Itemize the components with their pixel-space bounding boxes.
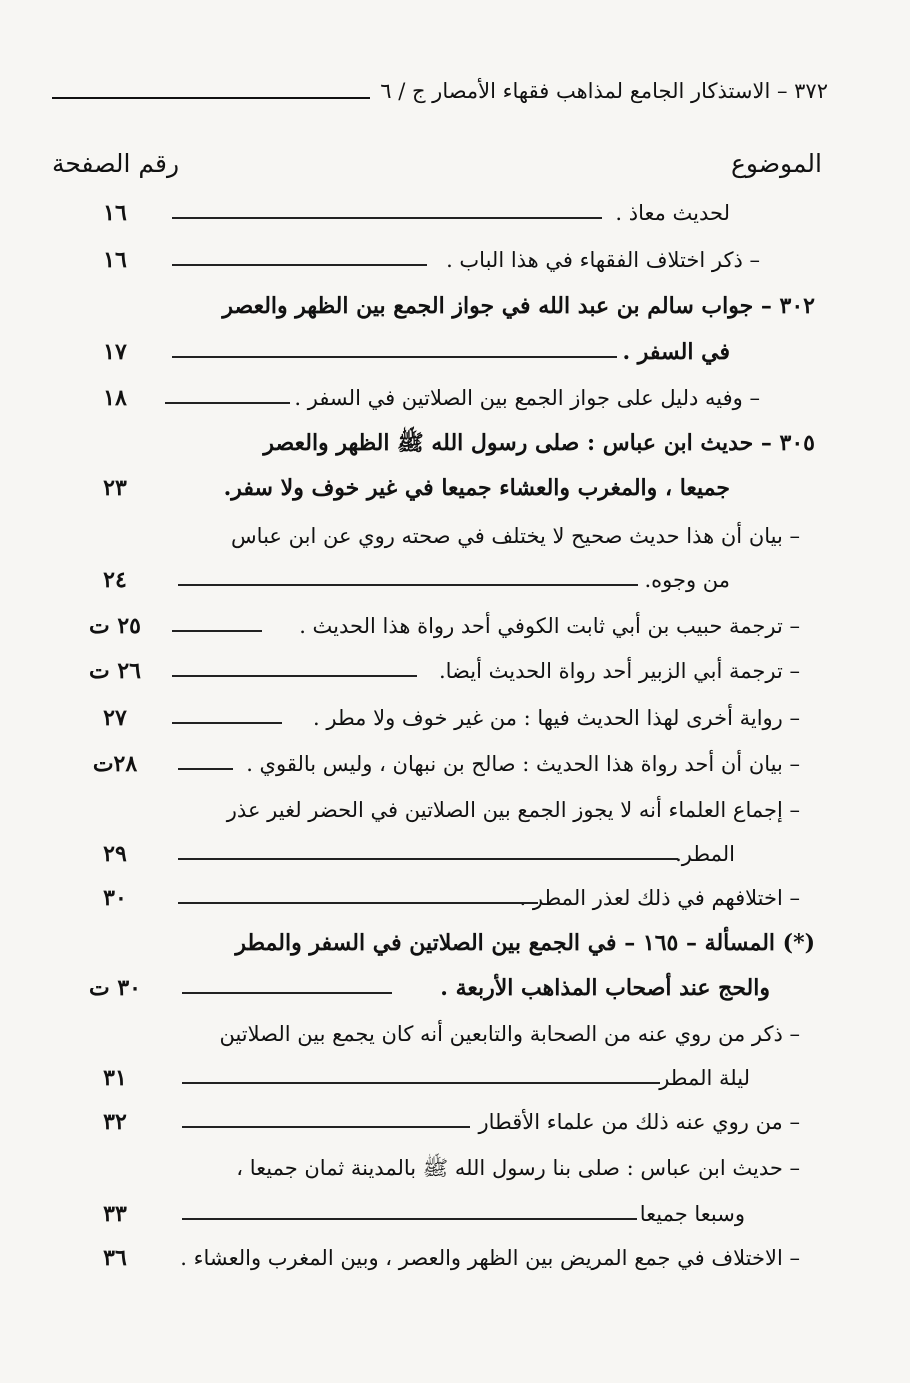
- page-number-heading: رقم الصفحة: [52, 148, 180, 178]
- leader-dots: [165, 402, 290, 404]
- toc-entry-text: ٣٠٥ – حديث ابن عباس : صلى رسول الله ﷺ الظهر والعصر: [263, 430, 815, 456]
- toc-entry: [0, 334, 910, 370]
- toc-entry-text: – حديث ابن عباس : صلى بنا رسول الله ﷺ بالمدينة ثمان جميعا ،: [236, 1156, 800, 1180]
- toc-entry: [0, 380, 910, 416]
- toc-page-number: ٢٥ ت: [88, 613, 141, 639]
- toc-entry: [0, 1196, 910, 1232]
- toc-entry: [0, 562, 910, 598]
- toc-entry-text: – ذكر من روي عنه من الصحابة والتابعين أنه كان يجمع بين الصلاتين: [219, 1022, 800, 1046]
- leader-dots: [178, 902, 538, 904]
- toc-entry: [0, 518, 910, 554]
- toc-entry-text: وسبعا جميعا: [639, 1202, 745, 1226]
- toc-entry-text: والحج عند أصحاب المذاهب الأربعة .: [440, 975, 770, 1001]
- toc-entry: [0, 242, 910, 278]
- column-headings: [52, 143, 822, 183]
- leader-dots: [172, 630, 262, 632]
- toc-page-number: ٣٢: [103, 1109, 127, 1135]
- toc-entry: [0, 700, 910, 736]
- leader-dots: [178, 768, 233, 770]
- header-rule: [52, 97, 370, 99]
- toc-entry-text: – ترجمة أبي الزبير أحد رواة الحديث أيضا.: [438, 659, 800, 683]
- toc-entry-text: في السفر .: [622, 339, 730, 365]
- toc-entry: [0, 970, 910, 1006]
- toc-entry-text: ٣٠٢ – جواب سالم بن عبد الله في جواز الجمع بين الظهر والعصر: [222, 293, 815, 319]
- leader-dots: [172, 217, 602, 219]
- toc-entry: [0, 880, 910, 916]
- leader-dots: [178, 584, 638, 586]
- toc-entry: [0, 1060, 910, 1096]
- toc-entry-text: – ترجمة حبيب بن أبي ثابت الكوفي أحد رواة هذا الحديث .: [299, 614, 800, 638]
- toc-page-number: ١٦: [103, 247, 127, 273]
- leader-dots: [172, 356, 617, 358]
- toc-entry: [0, 1150, 910, 1186]
- running-header: [52, 74, 828, 108]
- toc-entry-text: لحديث معاذ .: [615, 201, 730, 225]
- toc-page-number: ٢٩: [103, 841, 127, 867]
- toc-entry: [0, 288, 910, 324]
- toc-entry: [0, 608, 910, 644]
- toc-entry: [0, 1104, 910, 1140]
- toc-entry-text: – ذكر اختلاف الفقهاء في هذا الباب .: [446, 248, 760, 272]
- toc-page-number: ٢٣: [103, 475, 127, 501]
- toc-entry-text: – رواية أخرى لهذا الحديث فيها : من غير خوف ولا مطر .: [313, 706, 800, 730]
- toc-page-number: ٣٠: [103, 885, 127, 911]
- toc-entry: [0, 925, 910, 961]
- toc-entry: [0, 653, 910, 689]
- leader-dots: [182, 1218, 637, 1220]
- toc-page-number: ١٦: [103, 200, 127, 226]
- topic-heading: الموضوع: [731, 148, 822, 178]
- toc-page-number: ١٧: [103, 339, 127, 365]
- running-title: ٣٧٢ – الاستذكار الجامع لمذاهب فقهاء الأمصار ج / ٦: [380, 79, 828, 103]
- toc-entry: [0, 470, 910, 506]
- toc-page-number: ١٨: [103, 385, 127, 411]
- toc-page-number: ٣٦: [103, 1245, 127, 1271]
- toc-entry-text: – إجماع العلماء أنه لا يجوز الجمع بين الصلاتين في الحضر لغير عذر: [226, 798, 800, 822]
- toc-entry: [0, 1240, 910, 1276]
- toc-entry-text: جميعا ، والمغرب والعشاء جميعا في غير خوف ولا سفر.: [223, 475, 730, 501]
- leader-dots: [172, 675, 417, 677]
- leader-dots: [172, 722, 282, 724]
- leader-dots: [172, 264, 427, 266]
- toc-entry-text: من وجوه.: [644, 568, 730, 592]
- toc-entry: [0, 425, 910, 461]
- toc-entry-text: – اختلافهم في ذلك لعذر المطر .: [519, 886, 800, 910]
- toc-entry: [0, 746, 910, 782]
- toc-entry-text: (*) المسألة – ١٦٥ – في الجمع بين الصلاتين في السفر والمطر: [235, 930, 815, 956]
- toc-page-number: ٢٦ ت: [88, 658, 141, 684]
- toc-entry-text: – وفيه دليل على جواز الجمع بين الصلاتين في السفر .: [294, 386, 760, 410]
- toc-entry-text: ليلة المطر: [659, 1066, 750, 1090]
- leader-dots: [182, 992, 392, 994]
- leader-dots: [182, 1082, 660, 1084]
- toc-entry-text: – بيان أن هذا حديث صحيح لا يختلف في صحته روي عن ابن عباس: [231, 524, 800, 548]
- toc-page-number: ٣٣: [103, 1201, 127, 1227]
- toc-entry-text: – بيان أن أحد رواة هذا الحديث : صالح بن نبهان ، وليس بالقوي .: [246, 752, 800, 776]
- toc-entry: [0, 195, 910, 231]
- toc-entry: [0, 1016, 910, 1052]
- toc-entry: [0, 836, 910, 872]
- toc-page-number: ٢٤: [103, 567, 127, 593]
- toc-page-number: ٣١: [103, 1065, 127, 1091]
- toc-page-number: ٣٠ ت: [88, 975, 141, 1001]
- toc-page-number: ٢٨ت: [92, 751, 138, 777]
- toc-entry-text: – من روي عنه ذلك من علماء الأقطار: [478, 1110, 800, 1134]
- leader-dots: [182, 1126, 470, 1128]
- toc-page-number: ٢٧: [103, 705, 127, 731]
- toc-entry: [0, 792, 910, 828]
- toc-entry-text: – الاختلاف في جمع المريض بين الظهر والعصر ، وبين المغرب والعشاء .: [180, 1246, 800, 1270]
- toc-entry-text: المطر.: [675, 842, 735, 866]
- leader-dots: [178, 858, 678, 860]
